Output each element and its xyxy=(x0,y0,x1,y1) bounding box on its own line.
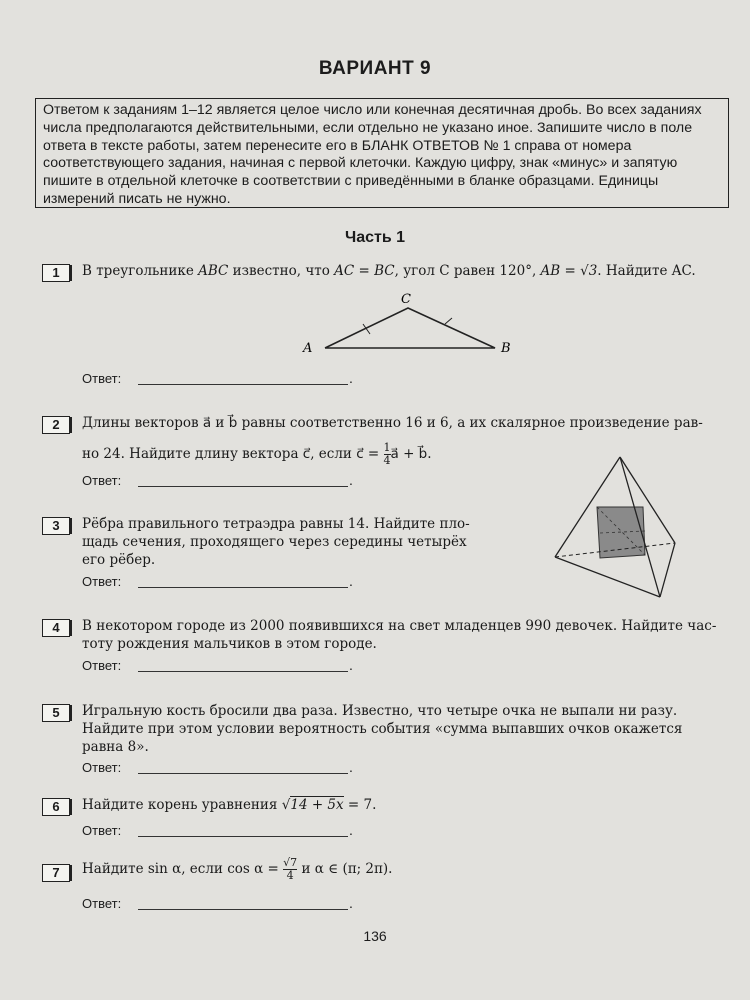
part-title: Часть 1 xyxy=(344,229,406,246)
task-1-text: В треугольнике ABC известно, что AC = BC, угол C равен 120°, AB = √3. Найдите AC. xyxy=(82,263,696,279)
answer-field-4[interactable] xyxy=(138,671,348,672)
answer-label-3: Ответ: xyxy=(82,574,122,589)
answer-label-7: Ответ: xyxy=(82,896,122,911)
task-2-line-1: Длины векторов a⃗ и b⃗ равны соответственно 16 и 6, а их скалярное произведение рав- xyxy=(82,415,703,431)
answer-label-2: Ответ: xyxy=(82,473,122,488)
vertex-c-label: C xyxy=(401,292,411,307)
task-5-line-3: равна 8». xyxy=(82,739,149,755)
answer-field-7[interactable] xyxy=(138,909,348,910)
answer-label-4: Ответ: xyxy=(82,658,122,673)
answer-field-6[interactable] xyxy=(138,836,348,837)
page-number: 136 xyxy=(363,928,387,944)
instructions-box: Ответом к заданиям 1–12 является целое число или конечная десятичная дробь. Во всех заданиях числа предполагаются действительными, если отдельно не указано иное. Запишите число в поле ответа в тексте работы, затем перенесите его в БЛАНК ОТВЕТОВ № 1 справа от номера соответствующего задания, начиная с первой клеточки. Каждую цифру, знак «минус» и запятую пишите в отдельной клеточке в соответствии с приведёнными в бланке образцами. Единицы измерений писать не нужно. xyxy=(35,98,729,208)
task-4-line-2: тоту рождения мальчиков в этом городе. xyxy=(82,636,377,652)
task-number-3: 3 xyxy=(42,517,70,535)
answer-field-2[interactable] xyxy=(138,486,348,487)
task-6-text: Найдите корень уравнения √14 + 5x = 7. xyxy=(82,797,377,813)
vertex-b-label: B xyxy=(501,341,511,356)
answer-dot-2: . xyxy=(349,472,353,488)
answer-label-1: Ответ: xyxy=(82,371,122,386)
answer-label-6: Ответ: xyxy=(82,823,122,838)
answer-label-5: Ответ: xyxy=(82,760,122,775)
answer-field-1[interactable] xyxy=(138,384,348,385)
task-number-1: 1 xyxy=(42,264,70,282)
task-7-text: Найдите sin α, если cos α = $\frac{√7}{4}$ и α ∈ (π; 2π). xyxy=(82,856,393,882)
triangle-figure xyxy=(295,288,525,358)
answer-dot-3: . xyxy=(349,573,353,589)
answer-dot-7: . xyxy=(349,895,353,911)
task-5-line-2: Найдите при этом условии вероятность события «сумма выпавших очков окажется xyxy=(82,721,683,737)
task-3-line-1: Рёбра правильного тетраэдра равны 14. Найдите пло- xyxy=(82,516,470,532)
task-number-4: 4 xyxy=(42,619,70,637)
answer-dot-4: . xyxy=(349,657,353,673)
task-number-6: 6 xyxy=(42,798,70,816)
task-2-line-2: но 24. Найдите длину вектора c⃗, если c⃗ = $\frac{1}{4}$ a⃗ + b⃗. xyxy=(82,441,432,467)
answer-dot-1: . xyxy=(349,370,353,386)
task-number-5: 5 xyxy=(42,704,70,722)
tetrahedron-figure xyxy=(550,455,680,605)
variant-title: ВАРИАНТ 9 xyxy=(318,58,432,79)
vertex-a-label: A xyxy=(303,341,313,356)
answer-field-3[interactable] xyxy=(138,587,348,588)
task-3-line-3: его рёбер. xyxy=(82,552,156,568)
task-4-line-1: В некотором городе из 2000 появившихся на свет младенцев 990 девочек. Найдите час- xyxy=(82,618,717,634)
answer-dot-5: . xyxy=(349,759,353,775)
task-5-line-1: Игральную кость бросили два раза. Известно, что четыре очка не выпали ни разу. xyxy=(82,703,678,719)
answer-field-5[interactable] xyxy=(138,773,348,774)
task-3-line-2: щадь сечения, проходящего через середины четырёх xyxy=(82,534,467,550)
task-number-7: 7 xyxy=(42,864,70,882)
task-number-2: 2 xyxy=(42,416,70,434)
answer-dot-6: . xyxy=(349,822,353,838)
